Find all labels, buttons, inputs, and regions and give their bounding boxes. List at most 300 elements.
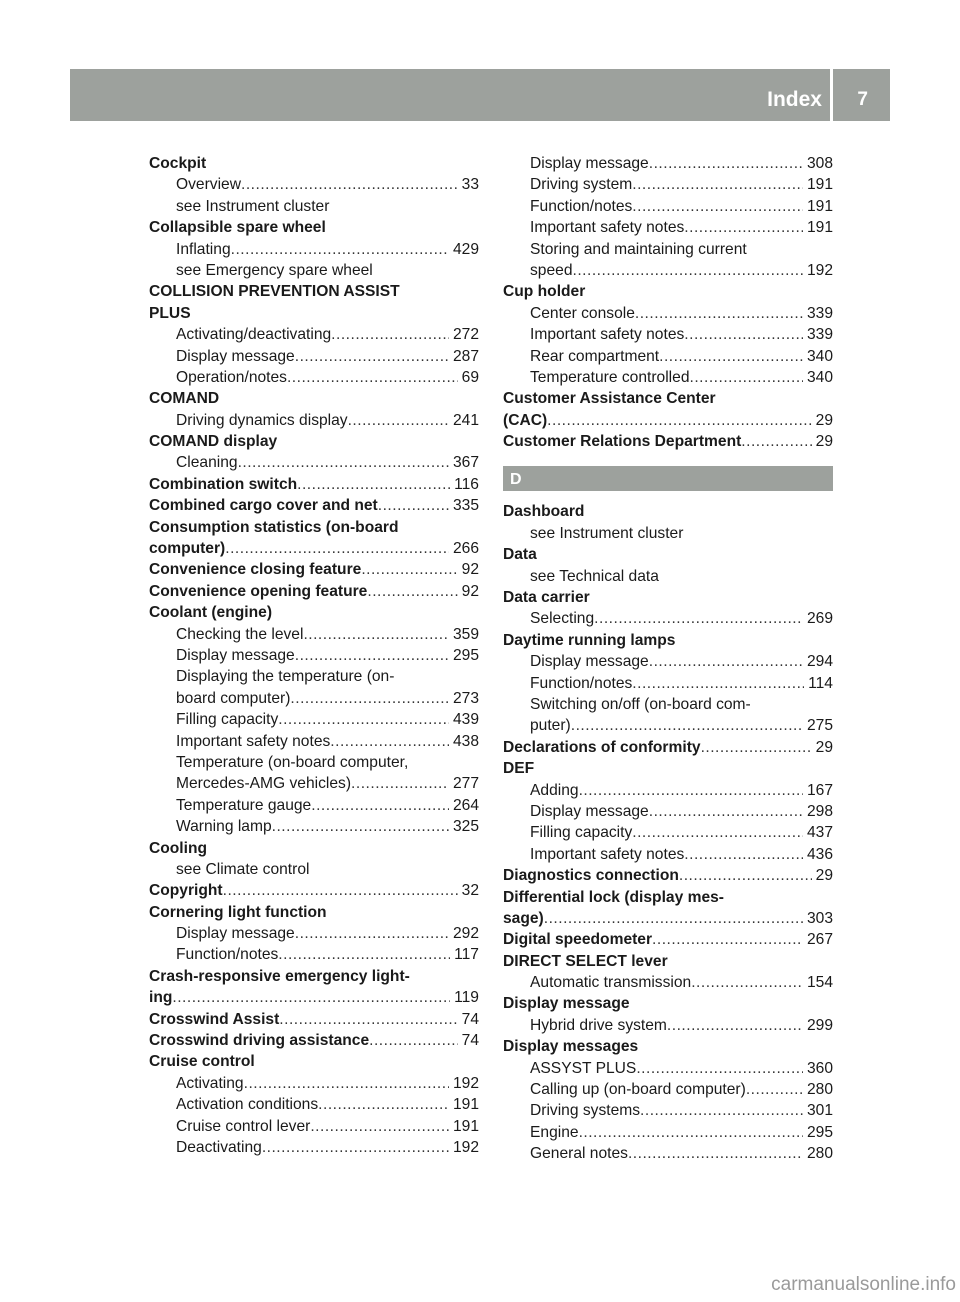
entry-text: Temperature (on-board computer,: [176, 753, 409, 771]
dot-leader: [278, 944, 450, 965]
index-subentry[interactable]: [149, 688, 479, 709]
index-entry[interactable]: [149, 987, 479, 1008]
page-reference[interactable]: 303: [806, 909, 833, 927]
index-subentry[interactable]: [503, 780, 833, 801]
entry-text: Calling up (on-board computer): [530, 1081, 746, 1099]
dot-leader: [636, 1058, 803, 1079]
entry-text: Display message: [176, 925, 295, 943]
entry-text: Driving dynamics display: [176, 411, 348, 429]
page-reference[interactable]: 292: [452, 925, 479, 943]
dot-leader: [310, 1116, 449, 1137]
page-reference[interactable]: 69: [461, 368, 479, 386]
entry-text: see Emergency spare wheel: [176, 261, 373, 279]
index-subentry[interactable]: [149, 239, 479, 260]
page-reference[interactable]: 308: [806, 155, 833, 172]
header-divider: [830, 69, 833, 121]
index-subentry[interactable]: [149, 731, 479, 752]
entry-text: Activating: [176, 1074, 244, 1092]
dot-leader: [223, 880, 458, 901]
dot-leader: [348, 410, 449, 431]
index-subentry: [149, 196, 479, 217]
entry-text: see Instrument cluster: [176, 197, 330, 215]
index-subentry[interactable]: [503, 844, 833, 865]
index-entry[interactable]: [503, 929, 833, 950]
index-column-right: [503, 153, 833, 1165]
page-reference[interactable]: 359: [452, 625, 479, 643]
dot-leader: [691, 972, 803, 993]
index-subentry[interactable]: [503, 324, 833, 345]
index-entry: [503, 544, 833, 565]
dot-leader: [746, 1079, 803, 1100]
dot-leader: [172, 987, 450, 1008]
index-subentry[interactable]: [503, 217, 833, 238]
page-reference[interactable]: 92: [461, 561, 479, 579]
dot-leader: [279, 1009, 457, 1030]
entry-text: Hybrid drive system: [530, 1016, 667, 1034]
dot-leader: [652, 929, 803, 950]
page-reference[interactable]: 437: [806, 824, 833, 842]
entry-text: Important safety notes: [530, 845, 685, 863]
index-entry: [149, 217, 479, 238]
page-reference[interactable]: 167: [806, 781, 833, 799]
page-header: [70, 69, 890, 121]
index-subentry: [149, 666, 479, 687]
section-title: Index: [767, 88, 822, 111]
page-reference[interactable]: 340: [806, 347, 833, 365]
dot-leader: [659, 346, 803, 367]
entry-text: DEF: [503, 760, 535, 778]
dot-leader: [684, 324, 803, 345]
page-reference[interactable]: 272: [452, 326, 479, 344]
dot-leader: [295, 923, 449, 944]
entry-text: Overview: [176, 176, 241, 194]
index-subentry[interactable]: [503, 1015, 833, 1036]
dot-leader: [594, 608, 803, 629]
dot-leader: [297, 474, 450, 495]
entry-text: Automatic transmission: [530, 974, 692, 992]
dot-leader: [649, 153, 803, 174]
dot-leader: [331, 324, 449, 345]
index-entry[interactable]: [503, 431, 833, 452]
index-subentry: [149, 859, 479, 880]
index-entry: [503, 758, 833, 779]
watermark: carmanualsonline.info: [771, 1274, 956, 1295]
index-subentry[interactable]: [149, 324, 479, 345]
page-reference[interactable]: 266: [452, 540, 479, 558]
index-subentry: [503, 523, 833, 544]
dot-leader: [640, 1100, 803, 1121]
entry-text: Center console: [530, 304, 635, 322]
entry-text: Display messages: [503, 1038, 639, 1056]
index-subentry: [503, 566, 833, 587]
dot-leader: [684, 844, 803, 865]
index-entry[interactable]: [149, 538, 479, 559]
dot-leader: [741, 431, 811, 452]
dot-leader: [262, 1137, 449, 1158]
index-entry: [503, 388, 833, 409]
page-reference[interactable]: 294: [806, 653, 833, 671]
index-entry[interactable]: [149, 474, 479, 495]
dot-leader: [295, 346, 449, 367]
entry-text: Mercedes-AMG vehicles): [176, 775, 352, 793]
dot-leader: [690, 367, 803, 388]
entry-text: Engine: [530, 1123, 579, 1141]
page-reference[interactable]: 298: [806, 802, 833, 820]
index-entry: [149, 153, 479, 174]
page-number: 7: [857, 89, 868, 110]
page-reference[interactable]: 335: [452, 497, 479, 515]
entry-text: Display message: [503, 995, 630, 1013]
dot-leader: [547, 410, 811, 431]
index-subentry[interactable]: [149, 923, 479, 944]
index-entry: [503, 281, 833, 302]
entry-text: Display message: [176, 347, 295, 365]
page-reference[interactable]: 29: [815, 867, 833, 885]
index-entry: [149, 517, 479, 538]
entry-text: Customer Assistance Center: [503, 390, 716, 408]
entry-text: Operation/notes: [176, 368, 287, 386]
index-subentry[interactable]: [503, 196, 833, 217]
entry-text: Important safety notes: [176, 732, 331, 750]
page-reference[interactable]: 295: [806, 1123, 833, 1141]
entry-text: Checking the level: [176, 625, 304, 643]
dot-leader: [573, 260, 803, 281]
dot-leader: [351, 773, 449, 794]
page-reference[interactable]: 439: [452, 711, 479, 729]
index-subentry[interactable]: [149, 367, 479, 388]
entry-text: see Technical data: [530, 567, 659, 585]
index-entry[interactable]: [149, 559, 479, 580]
index-entry[interactable]: [503, 865, 833, 886]
page-reference[interactable]: 269: [806, 610, 833, 628]
page-reference[interactable]: 116: [454, 475, 479, 493]
entry-text: Important safety notes: [530, 219, 685, 237]
entry-text: Warning lamp: [176, 818, 272, 836]
entry-text: Display message: [530, 802, 649, 820]
entry-text: Crosswind Assist: [149, 1010, 280, 1028]
index-subentry[interactable]: [503, 260, 833, 281]
entry-text: Convenience closing feature: [149, 561, 362, 579]
index-subentry[interactable]: [149, 410, 479, 431]
page-reference[interactable]: 280: [806, 1145, 833, 1163]
dot-leader: [241, 174, 458, 195]
dot-leader: [225, 538, 449, 559]
index-subentry[interactable]: [503, 303, 833, 324]
entry-text: Digital speedometer: [503, 931, 653, 949]
dot-leader: [667, 1015, 803, 1036]
dot-leader: [231, 239, 449, 260]
index-subentry[interactable]: [503, 174, 833, 195]
page-reference[interactable]: 340: [806, 368, 833, 386]
index-subentry: [149, 260, 479, 281]
page-reference[interactable]: 367: [452, 454, 479, 472]
entry-text: Storing and maintaining current: [530, 240, 747, 258]
entry-text: Coolant (engine): [149, 604, 273, 622]
index-subentry[interactable]: [149, 709, 479, 730]
index-entry: [149, 602, 479, 623]
entry-text: Data carrier: [503, 589, 590, 607]
page-reference[interactable]: 301: [806, 1102, 833, 1120]
index-subentry[interactable]: [149, 773, 479, 794]
entry-text: Dashboard: [503, 503, 585, 521]
index-subentry[interactable]: [149, 816, 479, 837]
index-subentry[interactable]: [503, 801, 833, 822]
dot-leader: [649, 801, 803, 822]
page-reference[interactable]: 29: [815, 411, 833, 429]
page-reference[interactable]: 29: [815, 433, 833, 451]
entry-text: Displaying the temperature (on-: [176, 668, 395, 686]
page-reference[interactable]: 241: [452, 411, 479, 429]
entry-text: Cleaning: [176, 454, 238, 472]
dot-leader: [701, 737, 812, 758]
page-reference[interactable]: 280: [806, 1081, 833, 1099]
index-subentry[interactable]: [503, 608, 833, 629]
entry-text: ASSYST PLUS: [530, 1059, 637, 1077]
dot-leader: [244, 1073, 449, 1094]
entry-text: Filling capacity: [530, 824, 633, 842]
index-subentry[interactable]: [149, 1073, 479, 1094]
dot-leader: [579, 780, 803, 801]
page-reference[interactable]: 429: [452, 240, 479, 258]
page-reference[interactable]: 339: [806, 326, 833, 344]
page-reference[interactable]: 191: [806, 197, 833, 215]
dot-leader: [378, 495, 449, 516]
entry-text: speed: [530, 261, 573, 279]
entry-text: (CAC): [503, 411, 548, 429]
dot-leader: [287, 367, 458, 388]
index-subentry[interactable]: [149, 346, 479, 367]
dot-leader: [318, 1094, 449, 1115]
index-entry: [149, 838, 479, 859]
entry-text: Adding: [530, 781, 579, 799]
index-subentry[interactable]: [149, 624, 479, 645]
index-subentry[interactable]: [149, 1094, 479, 1115]
dot-leader: [544, 908, 803, 929]
page-reference[interactable]: 264: [452, 796, 479, 814]
dot-leader: [303, 624, 449, 645]
index-entry[interactable]: [149, 1009, 479, 1030]
dot-leader: [238, 452, 449, 473]
entry-text: COMAND: [149, 390, 220, 408]
dot-leader: [367, 581, 457, 602]
index-subentry[interactable]: [503, 651, 833, 672]
dot-leader: [679, 865, 812, 886]
entry-text: Cup holder: [503, 283, 586, 301]
entry-text: Activating/deactivating: [176, 326, 332, 344]
page-reference[interactable]: 191: [806, 219, 833, 237]
index-subentry[interactable]: [149, 944, 479, 965]
index-subentry[interactable]: [149, 795, 479, 816]
entry-text: Temperature gauge: [176, 796, 312, 814]
page-reference[interactable]: 287: [452, 347, 479, 365]
entry-text: Consumption statistics (on-board: [149, 518, 399, 536]
index-column-left: [149, 153, 479, 1158]
page-reference[interactable]: 191: [806, 176, 833, 194]
dot-leader: [635, 303, 803, 324]
page-reference[interactable]: 33: [461, 176, 479, 194]
index-entry: [149, 1051, 479, 1072]
dot-leader: [632, 196, 803, 217]
index-subentry[interactable]: [503, 1122, 833, 1143]
index-entry: [503, 1036, 833, 1057]
page-reference[interactable]: 325: [452, 818, 479, 836]
page-reference[interactable]: 114: [808, 674, 833, 692]
index-subentry[interactable]: [503, 673, 833, 694]
page-reference[interactable]: 29: [815, 738, 833, 756]
entry-text: Data: [503, 546, 537, 564]
page-reference[interactable]: 339: [806, 304, 833, 322]
entry-text: Cooling: [149, 839, 208, 857]
page-reference[interactable]: 277: [452, 775, 479, 793]
entry-text: Cruise control: [149, 1053, 255, 1071]
entry-text: Display message: [530, 155, 649, 172]
page-reference[interactable]: 438: [452, 732, 479, 750]
entry-text: PLUS: [149, 304, 191, 322]
entry-text: Filling capacity: [176, 711, 279, 729]
index-entry: [149, 902, 479, 923]
index-subentry[interactable]: [503, 153, 833, 174]
entry-text: Function/notes: [530, 197, 633, 215]
dot-leader: [571, 715, 803, 736]
entry-text: Inflating: [176, 240, 231, 258]
index-entry[interactable]: [149, 880, 479, 901]
page-reference[interactable]: 436: [806, 845, 833, 863]
index-subentry[interactable]: [149, 645, 479, 666]
dot-leader: [295, 645, 449, 666]
index-subentry[interactable]: [503, 367, 833, 388]
index-entry: [503, 630, 833, 651]
entry-text: COMAND display: [149, 433, 278, 451]
page-reference[interactable]: 92: [461, 582, 479, 600]
index-subentry[interactable]: [503, 822, 833, 843]
index-subentry: [503, 239, 833, 260]
entry-text: Switching on/off (on-board com-: [530, 695, 751, 713]
dot-leader: [649, 651, 803, 672]
index-entry[interactable]: [149, 1030, 479, 1051]
page-reference[interactable]: 74: [461, 1032, 479, 1050]
page-reference[interactable]: 275: [806, 717, 833, 735]
entry-text: Daytime running lamps: [503, 631, 676, 649]
page-reference[interactable]: 191: [452, 1096, 479, 1114]
entry-text: Activation conditions: [176, 1096, 319, 1114]
page-reference[interactable]: 119: [454, 989, 479, 1007]
index-entry: [149, 966, 479, 987]
index-subentry[interactable]: [503, 346, 833, 367]
entry-text: puter): [530, 717, 571, 735]
entry-text: ing: [149, 989, 173, 1007]
page-reference[interactable]: 74: [461, 1010, 479, 1028]
entry-text: computer): [149, 540, 226, 558]
entry-text: board computer): [176, 689, 291, 707]
dot-leader: [311, 795, 449, 816]
entry-text: Cockpit: [149, 155, 207, 172]
index-subentry[interactable]: [149, 1137, 479, 1158]
page-reference[interactable]: 299: [806, 1016, 833, 1034]
entry-text: Temperature controlled: [530, 368, 690, 386]
entry-text: Rear compartment: [530, 347, 660, 365]
dot-leader: [369, 1030, 458, 1051]
page-reference[interactable]: 360: [806, 1059, 833, 1077]
index-entry[interactable]: [503, 410, 833, 431]
index-entry: [503, 587, 833, 608]
index-subentry[interactable]: [149, 174, 479, 195]
index-entry[interactable]: [149, 581, 479, 602]
index-subentry[interactable]: [503, 1143, 833, 1164]
page-reference[interactable]: 192: [806, 261, 833, 279]
index-subentry[interactable]: [503, 972, 833, 993]
index-entry: [503, 887, 833, 908]
entry-text: Differential lock (display mes-: [503, 888, 724, 906]
index-entry[interactable]: [149, 495, 479, 516]
dot-leader: [290, 688, 449, 709]
entry-text: Convenience opening feature: [149, 582, 368, 600]
entry-text: General notes: [530, 1145, 628, 1163]
entry-text: Function/notes: [530, 674, 633, 692]
entry-text: DIRECT SELECT lever: [503, 952, 668, 970]
entry-text: Collapsible spare wheel: [149, 219, 326, 237]
entry-text: see Instrument cluster: [530, 524, 684, 542]
index-subentry[interactable]: [503, 1079, 833, 1100]
page-reference[interactable]: 192: [452, 1074, 479, 1092]
page-reference[interactable]: 154: [806, 974, 833, 992]
index-entry[interactable]: [503, 908, 833, 929]
page-reference[interactable]: 192: [452, 1138, 479, 1156]
index-entry: [149, 431, 479, 452]
index-subentry[interactable]: [149, 452, 479, 473]
dot-leader: [632, 673, 804, 694]
dot-leader: [361, 559, 457, 580]
entry-text: Display message: [530, 653, 649, 671]
dot-leader: [272, 816, 449, 837]
index-subentry: [503, 694, 833, 715]
entry-text: Customer Relations Department: [503, 433, 742, 451]
page-reference[interactable]: 295: [452, 646, 479, 664]
dot-leader: [684, 217, 803, 238]
dot-leader: [278, 709, 449, 730]
dot-leader: [330, 731, 449, 752]
entry-text: Important safety notes: [530, 326, 685, 344]
page-reference[interactable]: 191: [452, 1117, 479, 1135]
entry-text: Cornering light function: [149, 903, 327, 921]
entry-text: Display message: [176, 646, 295, 664]
index-entry: [503, 951, 833, 972]
entry-text: sage): [503, 909, 544, 927]
entry-text: Declarations of conformity: [503, 738, 701, 756]
index-subentry[interactable]: [503, 715, 833, 736]
index-subentry[interactable]: [503, 1058, 833, 1079]
entry-text: Copyright: [149, 882, 223, 900]
index-subentry[interactable]: [503, 1100, 833, 1121]
index-entry: [503, 993, 833, 1014]
dot-leader: [632, 174, 803, 195]
entry-text: Crosswind driving assistance: [149, 1032, 370, 1050]
entry-text: COLLISION PREVENTION ASSIST: [149, 283, 400, 301]
entry-text: see Climate control: [176, 860, 310, 878]
dot-leader: [632, 822, 803, 843]
index-subentry[interactable]: [149, 1116, 479, 1137]
dot-leader: [628, 1143, 803, 1164]
letter-section-header: D: [503, 466, 833, 491]
index-entry: [149, 388, 479, 409]
page-reference[interactable]: 32: [461, 882, 479, 900]
index-entry[interactable]: [503, 737, 833, 758]
page-reference[interactable]: 273: [452, 689, 479, 707]
index-entry: [149, 281, 479, 302]
page-reference[interactable]: 267: [806, 931, 833, 949]
page-reference[interactable]: 117: [454, 946, 479, 964]
entry-text: Combined cargo cover and net: [149, 497, 378, 515]
entry-text: Driving system: [530, 176, 633, 194]
